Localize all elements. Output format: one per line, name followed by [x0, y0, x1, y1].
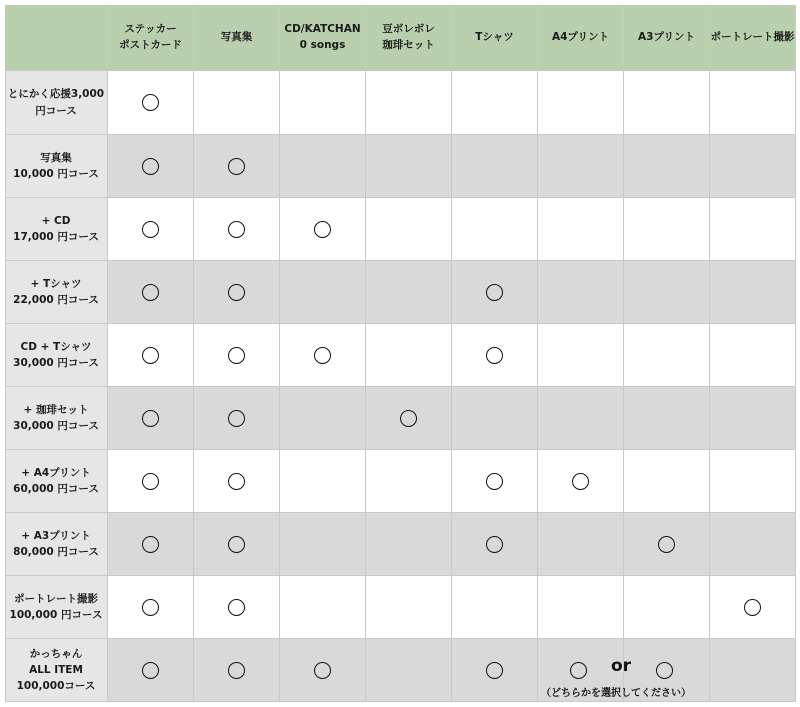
- row-label: [5, 576, 108, 639]
- table-cell: [624, 324, 710, 387]
- circle-icon: [228, 158, 245, 175]
- table-cell: [452, 261, 538, 324]
- row-label-line: 22,000 円コース: [13, 294, 99, 306]
- circle-icon: [228, 536, 245, 553]
- table-cell: [710, 450, 796, 513]
- column-header-line: 0 songs: [299, 38, 346, 51]
- circle-icon: [228, 221, 245, 238]
- table-cell: [280, 324, 366, 387]
- circle-icon: [142, 284, 159, 301]
- row-label-line: とにかく応援3,000: [7, 88, 105, 101]
- circle-icon: [314, 662, 331, 679]
- row-label: [5, 513, 108, 576]
- row-label-line: + 珈琲セット: [23, 403, 89, 416]
- row-label: [5, 324, 108, 387]
- table-cell: [280, 261, 366, 324]
- circle-icon: [142, 536, 159, 553]
- table-cell: [366, 513, 452, 576]
- table-cell: [280, 71, 366, 135]
- table-cell: [710, 639, 796, 702]
- column-header-line: 豆ボレボレ: [382, 22, 435, 35]
- row-label: [5, 450, 108, 513]
- table-cell: [366, 135, 452, 198]
- column-header: [452, 5, 538, 71]
- table-cell: [280, 450, 366, 513]
- table-cell: [280, 513, 366, 576]
- row-label-line: 円コース: [35, 104, 77, 117]
- row-label-line: ポートレート撮影: [14, 592, 98, 605]
- header-corner: [5, 5, 108, 71]
- table-cell: [366, 576, 452, 639]
- table-cell: [108, 576, 194, 639]
- table-cell: [194, 387, 280, 450]
- column-header-line: 写真集: [220, 30, 253, 43]
- circle-icon: [486, 284, 503, 301]
- table-cell: [108, 198, 194, 261]
- table-cell: [538, 513, 624, 576]
- table-cell: [366, 639, 452, 702]
- table-cell: [108, 135, 194, 198]
- table-cell: [452, 576, 538, 639]
- column-header: [194, 5, 280, 71]
- column-header-line: ポートレート撮影: [710, 30, 795, 43]
- table-cell: [452, 324, 538, 387]
- table-cell: [452, 450, 538, 513]
- row-label-line: + A3プリント: [21, 529, 91, 542]
- table-cell: [366, 71, 452, 135]
- row-label-line: 80,000 円コース: [13, 546, 99, 558]
- row-label-line: かっちゃん: [29, 647, 83, 660]
- circle-icon: [142, 662, 159, 679]
- row-label-line: 30,000 円コース: [13, 420, 99, 432]
- circle-icon: [314, 347, 331, 364]
- table-cell: [710, 135, 796, 198]
- table-cell: [194, 576, 280, 639]
- row-label-line: + CD: [41, 214, 71, 227]
- course-grid: [5, 5, 796, 702]
- circle-icon: [486, 347, 503, 364]
- table-cell: [538, 450, 624, 513]
- row-label: [5, 387, 108, 450]
- table-cell: [452, 135, 538, 198]
- column-header-line: Tシャツ: [475, 30, 514, 43]
- circle-icon: [572, 473, 589, 490]
- table-border-left: [5, 5, 6, 702]
- table-cell: [194, 639, 280, 702]
- table-cell: [366, 261, 452, 324]
- table-cell: [108, 513, 194, 576]
- circle-icon: [228, 599, 245, 616]
- table-cell: [624, 135, 710, 198]
- circle-icon: [142, 473, 159, 490]
- circle-icon: [228, 347, 245, 364]
- table-cell: [280, 639, 366, 702]
- circle-icon: [142, 347, 159, 364]
- table-cell: [710, 324, 796, 387]
- circle-icon: [656, 662, 673, 679]
- row-label-line: 100,000コース: [16, 680, 96, 693]
- row-label-line: + Tシャツ: [30, 277, 82, 290]
- circle-icon: [228, 284, 245, 301]
- circle-icon: [744, 599, 761, 616]
- circle-icon: [142, 410, 159, 427]
- table-cell: [710, 576, 796, 639]
- row-label-line: 100,000 円コース: [9, 609, 103, 621]
- table-cell: [194, 450, 280, 513]
- column-header: [366, 5, 452, 71]
- table-cell: [538, 324, 624, 387]
- circle-icon: [228, 410, 245, 427]
- circle-icon: [314, 221, 331, 238]
- column-header-line: CD/KATCHAN: [284, 22, 361, 35]
- table-cell: [194, 513, 280, 576]
- row-label-line: + A4プリント: [21, 466, 91, 479]
- table-cell: [538, 135, 624, 198]
- table-cell: [194, 261, 280, 324]
- row-label: [5, 261, 108, 324]
- table-cell: [194, 324, 280, 387]
- table-cell: [538, 198, 624, 261]
- table-cell: [280, 135, 366, 198]
- circle-icon: [228, 473, 245, 490]
- circle-icon: [658, 536, 675, 553]
- circle-icon: [142, 599, 159, 616]
- table-cell: [366, 387, 452, 450]
- table-cell: [624, 513, 710, 576]
- table-cell: [710, 71, 796, 135]
- circle-icon: [486, 536, 503, 553]
- row-label: [5, 198, 108, 261]
- column-header: [538, 5, 624, 71]
- row-label-line: 10,000 円コース: [13, 168, 99, 180]
- table-cell: [108, 387, 194, 450]
- circle-icon: [228, 662, 245, 679]
- table-cell: [538, 576, 624, 639]
- table-cell: [280, 576, 366, 639]
- table-cell: [624, 261, 710, 324]
- column-header-line: ポストカード: [119, 38, 182, 51]
- column-header: [710, 5, 796, 71]
- table-cell: [624, 387, 710, 450]
- table-cell: [538, 71, 624, 135]
- table-cell: [452, 198, 538, 261]
- table-cell: [194, 71, 280, 135]
- table-cell: [108, 261, 194, 324]
- row-label: [5, 135, 108, 198]
- column-header-line: A3プリント: [637, 30, 695, 43]
- table-cell: [452, 71, 538, 135]
- circle-icon: [142, 221, 159, 238]
- column-header-line: 珈琲セット: [382, 38, 435, 51]
- table-cell: [452, 513, 538, 576]
- row-label-line: 60,000 円コース: [13, 483, 99, 495]
- choice-note: （どちらかを選択してください）: [541, 688, 691, 699]
- table-cell: [624, 450, 710, 513]
- table-cell: [108, 71, 194, 135]
- table-cell: [710, 261, 796, 324]
- table-cell: [108, 324, 194, 387]
- table-border-top: [5, 5, 796, 6]
- table-cell: [280, 198, 366, 261]
- table-cell: [710, 513, 796, 576]
- table-cell: [624, 71, 710, 135]
- table-cell: [366, 450, 452, 513]
- column-header: [280, 5, 366, 71]
- circle-icon: [400, 410, 417, 427]
- circle-icon: [486, 473, 503, 490]
- table-cell: [538, 387, 624, 450]
- table-cell: [624, 576, 710, 639]
- table-cell: [452, 639, 538, 702]
- circle-icon: [142, 94, 159, 111]
- table-cell: [710, 387, 796, 450]
- circle-icon: [486, 662, 503, 679]
- row-label-line: 30,000 円コース: [13, 357, 99, 369]
- table-cell: [366, 198, 452, 261]
- table-cell: [710, 198, 796, 261]
- circle-icon: [570, 662, 587, 679]
- table-cell: [538, 261, 624, 324]
- table-cell: [108, 450, 194, 513]
- table-cell: [194, 198, 280, 261]
- column-header: [108, 5, 194, 71]
- row-label-line: CD + Tシャツ: [20, 340, 92, 353]
- row-label-line: ALL ITEM: [29, 663, 83, 676]
- column-header: [624, 5, 710, 71]
- row-label: [5, 639, 108, 702]
- column-header-line: A4プリント: [551, 30, 609, 43]
- table-cell: [108, 639, 194, 702]
- row-label: [5, 71, 108, 135]
- or-text: or: [611, 656, 632, 676]
- row-label-line: 写真集: [40, 151, 72, 164]
- table-cell: [280, 387, 366, 450]
- column-header-line: ステッカー: [124, 22, 177, 35]
- table-cell: [452, 387, 538, 450]
- table-cell: [194, 135, 280, 198]
- table-cell: [624, 198, 710, 261]
- row-label-line: 17,000 円コース: [13, 231, 99, 243]
- circle-icon: [142, 158, 159, 175]
- table-cell: [366, 324, 452, 387]
